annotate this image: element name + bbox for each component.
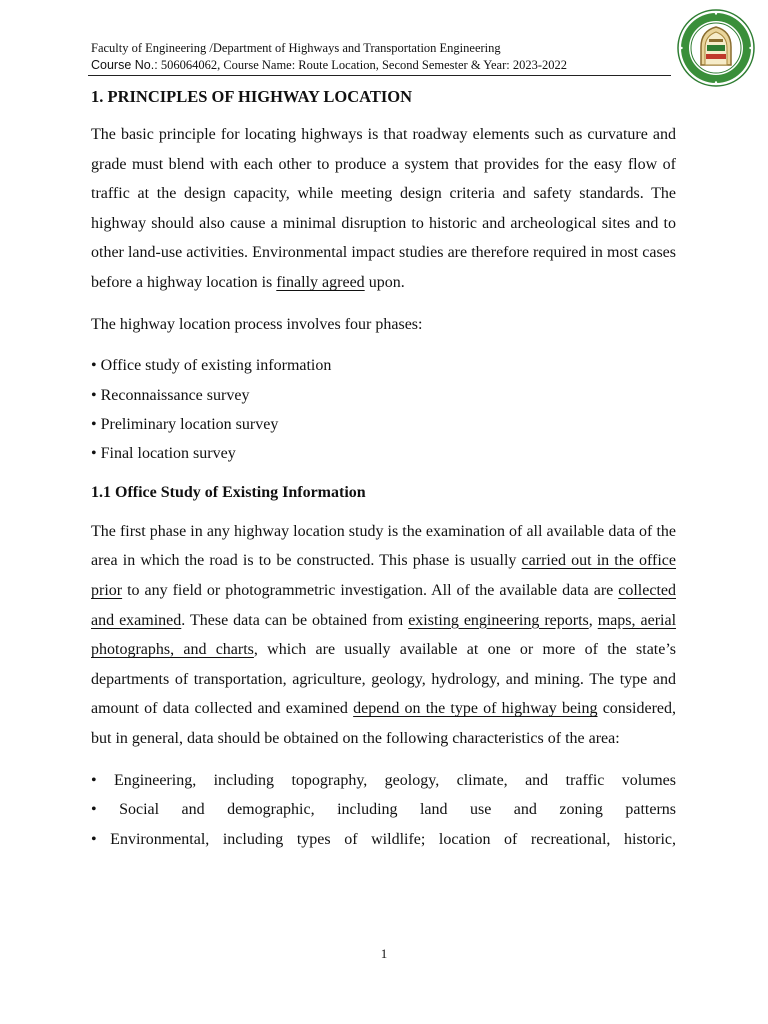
page-number: 1 (380, 946, 388, 961)
characteristics-item: • Engineering, including topography, geology, climate, and traffic volumes (91, 771, 676, 789)
list-item: • Final location survey (91, 445, 236, 463)
underlined-phrase: existing engineering reports (408, 611, 589, 629)
list-item: • Office study of existing information (91, 357, 332, 375)
course-details: 506064062, Course Name: Route Location, Second Semester & Year: 2023-2022 (157, 58, 568, 72)
underlined-phrase: collected and examined (91, 581, 676, 629)
underlined-phrase: depend on the type of highway being (353, 700, 598, 718)
characteristics-item: • Environmental, including types of wildlife; location of recreational, historic, (91, 830, 676, 848)
underlined-phrase: maps, aerial photographs, and charts (91, 611, 677, 659)
underlined-phrase: carried out in the office prior (91, 552, 677, 599)
characteristics-item: • Social and demographic, including land use and zoning patterns (91, 801, 676, 819)
page-header (91, 40, 671, 74)
section-1-heading: 1. PRINCIPLES OF HIGHWAY LOCATION (91, 87, 413, 106)
phases-list (91, 351, 676, 469)
faculty-department-line: Faculty of Engineering /Department of Highways and Transportation Engineering (91, 41, 501, 55)
section-1-paragraph-2: The highway location process involves four phases: (91, 315, 423, 333)
university-seal-logo-icon (677, 9, 755, 87)
underlined-phrase: finally agreed (276, 273, 365, 291)
list-item: • Reconnaissance survey (91, 386, 250, 404)
header-rule (88, 75, 671, 76)
section-1-paragraph-1: The basic principle for locating highways is that roadway elements such as curvature and grade must blend with each other to produce a system that provides for the easy flow of traffic at the design capacity, while meeting design criteria and safety standards. The highway should also cause a minimal disruption to historic and archeological sites and to other land-use activities. Environmental impact studies are therefore required in most cases before a highway location is finally agreed upon. (91, 126, 676, 291)
section-1-1-paragraph: The first phase in any highway location study is the examination of all available data of the area in which the road is to be constructed. This phase is usually carried out in the office prior to any field or photogrammetric investigation. All of the available data are collected and examined. These data can be obtained from existing engineering reports, maps, aerial photographs, and charts, which are usually available at one or more of the state’s departments of transportation, agriculture, geology, hydrology, and mining. The type and amount of data collected and examined depend on the type of highway being considered, but in general, data should be obtained on the following characteristics of the area: (91, 522, 677, 747)
course-number-label: Course No.: (91, 58, 158, 72)
course-info-line (91, 57, 671, 74)
section-1-1-heading: 1.1 Office Study of Existing Information (91, 483, 366, 501)
list-item: • Preliminary location survey (91, 415, 279, 433)
page-body (91, 86, 676, 854)
